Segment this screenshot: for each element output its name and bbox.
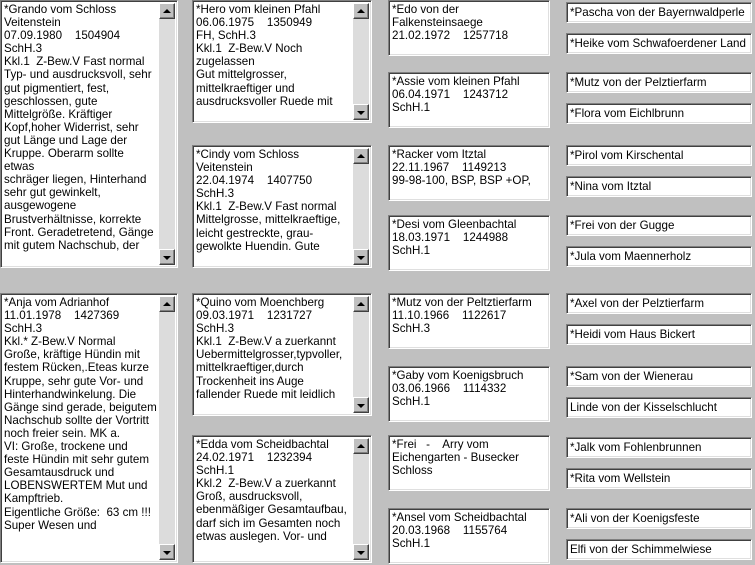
dog-info-field[interactable] [388, 366, 550, 422]
ancestor-name-field[interactable] [566, 508, 752, 529]
scroll-down-arrow-icon[interactable] [353, 249, 369, 265]
dog-info-text: *Gaby vom Koenigsbruch 03.06.1966 1114332 SchH.1 [392, 369, 524, 409]
dog-info-text: *Assie vom kleinen Pfahl 06.04.1971 1243712 SchH.1 [392, 75, 520, 115]
vertical-scrollbar[interactable] [159, 3, 175, 265]
ancestor-name-text: *Frei von der Gugge [570, 219, 675, 232]
ancestor-name-text: *Flora vom Eichlbrunn [570, 107, 685, 120]
scroll-up-arrow-icon[interactable] [353, 3, 369, 19]
scroll-down-arrow-icon[interactable] [159, 249, 175, 265]
vertical-scrollbar[interactable] [159, 296, 175, 560]
vertical-scrollbar[interactable] [353, 148, 369, 265]
dog-info-textarea[interactable] [192, 145, 372, 268]
ancestor-name-text: Elfi von der Schimmelwiese [570, 543, 712, 556]
scroll-up-arrow-icon[interactable] [353, 438, 369, 454]
ancestor-name-field[interactable] [566, 293, 752, 314]
ancestor-name-field[interactable] [566, 246, 752, 267]
vertical-scrollbar[interactable] [353, 438, 369, 560]
ancestor-name-text: *Sam von der Wienerau [570, 370, 694, 383]
ancestor-name-field[interactable] [566, 176, 752, 197]
scroll-down-arrow-icon[interactable] [353, 104, 369, 120]
dog-info-text: *Ansel vom Scheidbachtal 20.03.1968 1155764 SchH.1 [392, 511, 527, 551]
ancestor-name-text: *Jalk vom Fohlenbrunnen [570, 441, 702, 454]
dog-info-field[interactable] [388, 508, 550, 564]
scroll-up-arrow-icon[interactable] [353, 296, 369, 312]
ancestor-name-text: *Pirol vom Kirschental [570, 149, 684, 162]
vertical-scrollbar[interactable] [353, 3, 369, 120]
scroll-up-arrow-icon[interactable] [159, 296, 175, 312]
ancestor-name-field[interactable] [566, 366, 752, 387]
ancestor-name-field[interactable] [566, 397, 752, 418]
dog-info-field[interactable] [388, 72, 550, 128]
ancestor-name-text: *Heidi vom Haus Bickert [570, 328, 695, 341]
ancestor-name-field[interactable] [566, 539, 752, 560]
scroll-down-arrow-icon[interactable] [353, 397, 369, 413]
ancestor-name-field[interactable] [566, 437, 752, 458]
vertical-scrollbar[interactable] [353, 296, 369, 413]
ancestor-name-field[interactable] [566, 103, 752, 124]
dog-info-text: *Edda vom Scheidbachtal 24.02.1971 1232394 SchH.1 Kkl.2 Z-Bew.V a zuerkannt Groß, ausdrucksvoll, ebenmäßiger Gesamtaufbau, darf sich im Gesamten noch etwas auslegen. Vor- und [196, 438, 347, 543]
dog-info-text: *Anja vom Adrianhof 11.01.1978 1427369 SchH.3 Kkl.* Z-Bew.V Normal Große, kräftige Hündin mit festem Rücken,.Eteas kurze Kruppe, sehr gute Vor- und Hinterhandwinkelung. Die Gänge sind gerade, beigutem Nachschub sollte der Vortritt noch freier sein. MK a. VI: Große, trockene und feste Hündin mit sehr gutem Gesamtausdruck und LOBENSWERTEM Mut und Kampftrieb. Eigentliche Größe: 63 cm !!! Super Wesen und [4, 296, 157, 532]
scroll-down-arrow-icon[interactable] [159, 544, 175, 560]
dog-info-text: *Quino vom Moenchberg 09.03.1971 1231727 SchH.3 Kkl.1 Z-Bew.V a zuerkannt Uebermittelgrosser,typvoller, mittelkraeftiger,durch Trockenheit ins Auge fallender Ruede mit leidlich [196, 296, 343, 401]
dog-info-field[interactable] [388, 145, 550, 201]
ancestor-name-text: *Axel von der Pelztierfarm [570, 297, 705, 310]
ancestor-name-text: *Nina vom Itztal [570, 180, 652, 193]
dog-info-text: *Hero vom kleinen Pfahl 06.06.1975 1350949 FH, SchH.3 Kkl.1 Z-Bew.V Noch zugelassen Gut mittelgrosser, mittelkraeftiger und ausdrucksvoller Ruede mit [196, 3, 333, 108]
dog-info-text: *Edo von der Falkensteinsaege 21.02.1972 1257718 [392, 3, 509, 43]
dog-info-textarea[interactable] [192, 435, 372, 563]
ancestor-name-text: *Mutz von der Pelztierfarm [570, 76, 707, 89]
dog-info-field[interactable] [388, 0, 550, 56]
dog-info-textarea[interactable] [192, 0, 372, 123]
ancestor-name-text: *Rita vom Wellstein [570, 472, 671, 485]
ancestor-name-field[interactable] [566, 468, 752, 489]
scroll-up-arrow-icon[interactable] [353, 148, 369, 164]
dog-info-field[interactable] [388, 435, 550, 491]
ancestor-name-field[interactable] [566, 33, 752, 54]
dog-info-text: *Cindy vom Schloss Veitenstein 22.04.1974 1407750 SchH.3 Kkl.1 Z-Bew.V Fast normal Mittelgrosse, mittelkraeftige, leicht gestreckte, grau- gewolkte Huendin. Gute [196, 148, 341, 253]
ancestor-name-field[interactable] [566, 72, 752, 93]
dog-info-field[interactable] [388, 215, 550, 271]
dog-info-text: *Racker vom Itztal 22.11.1967 1149213 99-98-100, BSP, BSP +OP, [392, 148, 531, 188]
ancestor-name-field[interactable] [566, 2, 752, 23]
scroll-up-arrow-icon[interactable] [159, 3, 175, 19]
ancestor-name-text: *Heike vom Schwafoerdener Land [570, 37, 746, 50]
ancestor-name-text: *Jula vom Maennerholz [570, 250, 692, 263]
scroll-down-arrow-icon[interactable] [353, 544, 369, 560]
dog-info-text: *Frei - Arry vom Eichengarten - Busecker Schloss [392, 438, 519, 478]
dog-info-textarea[interactable] [0, 0, 178, 268]
ancestor-name-field[interactable] [566, 215, 752, 236]
dog-info-text: *Desi vom Gleenbachtal 18.03.1971 1244988 SchH.1 [392, 218, 517, 258]
dog-info-text: *Mutz von der Peltztierfarm 11.10.1966 1122617 SchH.3 [392, 296, 532, 336]
ancestor-name-field[interactable] [566, 324, 752, 345]
dog-info-field[interactable] [388, 293, 550, 349]
ancestor-name-field[interactable] [566, 145, 752, 166]
dog-info-textarea[interactable] [192, 293, 372, 416]
ancestor-name-text: Linde von der Kisselschlucht [570, 401, 717, 414]
dog-info-textarea[interactable] [0, 293, 178, 563]
ancestor-name-text: *Ali von der Koenigsfeste [570, 512, 700, 525]
dog-info-text: *Grando vom Schloss Veitenstein 07.09.1980 1504904 SchH.3 Kkl.1 Z-Bew.V Fast normal Typ- und ausdrucksvoll, sehr gut pigmentiert, fest, geschlossen, gute Mittelgröße. Kräftiger Kopf,hoher Widerrist, sehr gut Länge und Lage der Kruppe. Oberarm sollte etwas schräger liegen, Hinterhand sehr gut gewinkelt, ausgewogene Brustverhältnisse, korrekte Front. Geradetretend, Gänge mit gutem Nachschub, der [4, 3, 154, 252]
ancestor-name-text: *Pascha von der Bayernwaldperle [570, 6, 745, 19]
